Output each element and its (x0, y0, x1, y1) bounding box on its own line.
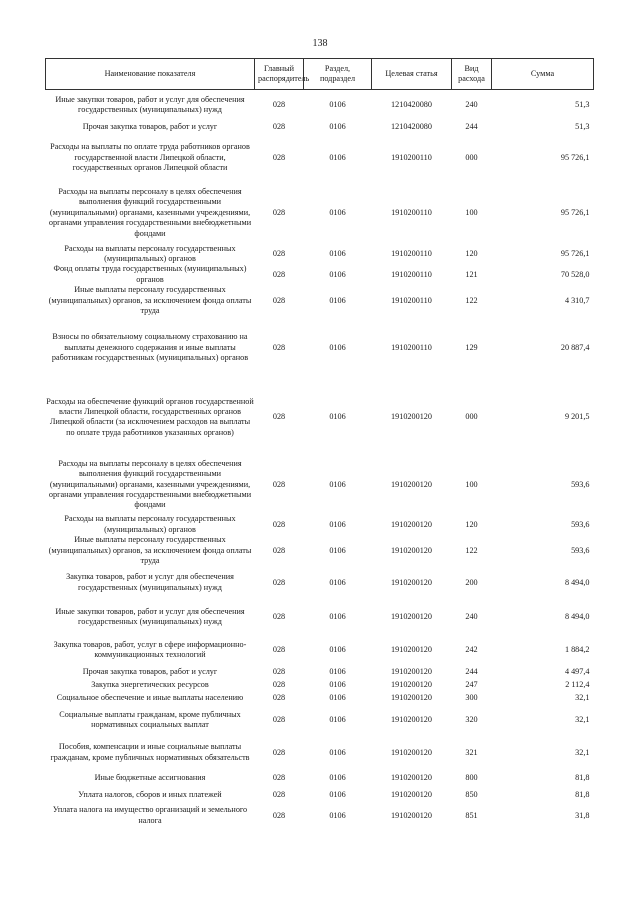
cell-name: Иные закупки товаров, работ и услуг для обеспечения государственных (муниципальных) нужд (55, 94, 245, 115)
cell-target: 1910200120 (391, 692, 432, 702)
cell-target: 1910200110 (391, 207, 432, 217)
cell-target: 1910200120 (391, 810, 432, 820)
cell-section: 0106 (329, 577, 346, 587)
cell-section: 0106 (329, 152, 346, 162)
cell-target: 1910200120 (391, 412, 432, 422)
cell-section: 0106 (329, 295, 346, 305)
cell-section: 0106 (329, 667, 346, 677)
cell-type: 244 (465, 667, 478, 677)
cell-sum: 95 726,1 (560, 207, 590, 217)
cell-name: Иные бюджетные ассигнования (94, 772, 206, 782)
table-row (46, 785, 594, 805)
table-row (46, 285, 594, 316)
cell-section: 0106 (329, 100, 346, 110)
cell-target: 1910200120 (391, 667, 432, 677)
cell-target: 1910200110 (391, 269, 432, 279)
table-row (46, 679, 594, 690)
cell-type: 320 (465, 715, 478, 725)
cell-type: 129 (465, 342, 478, 352)
cell-name: Закупка товаров, работ и услуг для обеспечения государственных (муниципальных) нужд (66, 572, 234, 592)
cell-admin: 028 (272, 667, 286, 677)
budget-table (45, 58, 594, 826)
cell-name: Фонд оплаты труда государственных (муниципальных) органов (53, 264, 247, 284)
cell-admin: 028 (272, 479, 286, 489)
cell-section: 0106 (329, 479, 346, 489)
cell-sum: 70 528,0 (560, 269, 590, 279)
cell-name: Взносы по обязательному социальному страхованию на выплаты денежного содержания и иные выплаты работникам государственных (муниципальных) органов (51, 332, 249, 363)
cell-sum: 32,1 (575, 747, 590, 757)
cell-sum: 4 310,7 (564, 295, 590, 305)
cell-section: 0106 (329, 790, 346, 800)
cell-sum: 31,8 (575, 810, 590, 820)
cell-name: Уплата налогов, сборов и иных платежей (78, 790, 222, 800)
cell-name: Расходы на обеспечение функций органов государственной власти Липецкой области, государственных органов Липецкой области (за исключением расходов на выплаты по оплате труда работников указанных органов) (46, 396, 254, 437)
cell-sum: 51,3 (575, 100, 590, 110)
cell-target: 1910200120 (391, 715, 432, 725)
cell-type: 120 (465, 519, 478, 529)
cell-name: Прочая закупка товаров, работ и услуг (82, 121, 218, 131)
cell-name: Расходы на выплаты по оплате труда работников органов государственной власти Липецкой области, государственных органов Липецкой области (50, 142, 250, 173)
table-row (46, 183, 594, 244)
cell-admin: 028 (272, 577, 286, 587)
cell-target: 1910200110 (391, 248, 432, 258)
cell-section: 0106 (329, 747, 346, 757)
cell-type: 100 (465, 207, 478, 217)
cell-type: 000 (465, 152, 478, 162)
cell-sum: 9 201,5 (564, 412, 590, 422)
cell-section: 0106 (329, 519, 346, 529)
cell-name: Расходы на выплаты персоналу в целях обеспечения выполнения функций государственными (муниципальными) органами, казенными учреждениями, органами управления государственными внебюджетными фондами (48, 458, 252, 510)
cell-admin: 028 (272, 810, 286, 820)
cell-type: 000 (465, 412, 478, 422)
table-row (46, 735, 594, 770)
cell-type: 122 (465, 295, 478, 305)
cell-section: 0106 (329, 772, 346, 782)
cell-name: Прочая закупка товаров, работ и услуг (82, 667, 218, 677)
cell-name: Расходы на выплаты персоналу государственных (муниципальных) органов (64, 514, 236, 534)
cell-admin: 028 (272, 679, 286, 689)
cell-section: 0106 (329, 692, 346, 702)
cell-name: Уплата налога на имущество организаций и земельного налога (52, 805, 248, 825)
table-row (46, 90, 594, 121)
cell-target: 1210420080 (391, 121, 432, 131)
cell-type: 100 (465, 479, 478, 489)
cell-admin: 028 (272, 207, 286, 217)
cell-admin: 028 (272, 692, 286, 702)
cell-name: Закупка энергетических ресурсов (91, 679, 209, 689)
cell-section: 0106 (329, 412, 346, 422)
cell-sum: 20 887,4 (560, 342, 590, 352)
cell-name: Расходы на выплаты персоналу государственных (муниципальных) органов (64, 243, 236, 263)
cell-target: 1910200120 (391, 645, 432, 655)
cell-admin: 028 (272, 545, 286, 555)
cell-section: 0106 (329, 207, 346, 217)
cell-admin: 028 (272, 121, 286, 131)
cell-admin: 028 (272, 152, 286, 162)
table-row (46, 805, 594, 826)
cell-sum: 8 494,0 (564, 612, 590, 622)
cell-sum: 51,3 (575, 121, 590, 131)
cell-admin: 028 (272, 248, 286, 258)
cell-target: 1910200120 (391, 479, 432, 489)
cell-sum: 32,1 (575, 715, 590, 725)
header-sum: Сумма (492, 59, 594, 90)
table-row (46, 379, 594, 455)
cell-sum: 4 497,4 (564, 667, 590, 677)
cell-admin: 028 (272, 790, 286, 800)
cell-admin: 028 (272, 519, 286, 529)
cell-admin: 028 (272, 100, 286, 110)
cell-target: 1910200110 (391, 295, 432, 305)
cell-sum: 81,8 (575, 790, 590, 800)
cell-sum: 95 726,1 (560, 248, 590, 258)
table-row (46, 316, 594, 379)
cell-section: 0106 (329, 715, 346, 725)
page-number: 138 (312, 38, 328, 49)
cell-name: Расходы на выплаты персоналу в целях обеспечения выполнения функций государственными (муниципальными) органами, казенными учреждениями, органами управления государственными внебюджетными фондами (48, 186, 252, 238)
cell-sum: 593,6 (571, 519, 590, 529)
table-row (46, 455, 594, 514)
cell-admin: 028 (272, 772, 286, 782)
cell-type: 850 (465, 790, 478, 800)
table-row (46, 514, 594, 535)
cell-sum: 81,8 (575, 772, 590, 782)
cell-target: 1910200120 (391, 772, 432, 782)
table-row (46, 121, 594, 134)
cell-type: 800 (465, 772, 478, 782)
cell-admin: 028 (272, 412, 286, 422)
cell-section: 0106 (329, 342, 346, 352)
cell-admin: 028 (272, 295, 286, 305)
cell-section: 0106 (329, 545, 346, 555)
header-type: Вид расхода (452, 59, 492, 90)
cell-type: 321 (465, 747, 478, 757)
cell-name: Социальное обеспечение и иные выплаты населению (56, 692, 244, 702)
cell-target: 1210420080 (391, 100, 432, 110)
header-target: Целевая статья (372, 59, 452, 90)
table-row (46, 599, 594, 635)
cell-type: 851 (465, 810, 478, 820)
cell-name: Иные закупки товаров, работ и услуг для обеспечения государственных (муниципальных) нужд (55, 606, 245, 627)
cell-name: Иные выплаты персоналу государственных (муниципальных) органов, за исключением фонда оплаты труда (48, 285, 252, 315)
cell-type: 120 (465, 248, 478, 258)
table-row (46, 665, 594, 679)
cell-target: 1910200120 (391, 612, 432, 622)
cell-target: 1910200110 (391, 152, 432, 162)
table-row (46, 705, 594, 735)
header-section: Раздел, подраздел (304, 59, 372, 90)
table-row (46, 690, 594, 705)
table-row (46, 566, 594, 599)
table-row (46, 535, 594, 566)
cell-admin: 028 (272, 269, 286, 279)
table-row (46, 244, 594, 265)
cell-sum: 1 884,2 (564, 645, 590, 655)
cell-section: 0106 (329, 612, 346, 622)
cell-type: 200 (465, 577, 478, 587)
cell-type: 244 (465, 121, 478, 131)
cell-sum: 32,1 (575, 692, 590, 702)
table-body (46, 90, 594, 827)
cell-name: Иные выплаты персоналу государственных (муниципальных) органов, за исключением фонда оплаты труда (48, 535, 252, 565)
cell-section: 0106 (329, 121, 346, 131)
cell-type: 240 (465, 612, 478, 622)
cell-type: 240 (465, 100, 478, 110)
cell-section: 0106 (329, 269, 346, 279)
cell-target: 1910200120 (391, 790, 432, 800)
cell-target: 1910200120 (391, 519, 432, 529)
cell-section: 0106 (329, 810, 346, 820)
cell-target: 1910200120 (391, 679, 432, 689)
cell-name: Пособия, компенсации и иные социальные выплаты гражданам, кроме публичных нормативных обязательств (50, 742, 250, 762)
cell-target: 1910200120 (391, 577, 432, 587)
cell-admin: 028 (272, 342, 286, 352)
cell-section: 0106 (329, 645, 346, 655)
header-name: Наименование показателя (46, 59, 255, 90)
table-header (46, 59, 594, 90)
cell-type: 242 (465, 645, 478, 655)
header-admin: Главный распорядитель (255, 59, 304, 90)
table-row (46, 134, 594, 183)
cell-section: 0106 (329, 248, 346, 258)
cell-sum: 95 726,1 (560, 152, 590, 162)
cell-type: 300 (465, 692, 478, 702)
cell-target: 1910200120 (391, 545, 432, 555)
table-row (46, 770, 594, 785)
cell-target: 1910200110 (391, 342, 432, 352)
cell-sum: 2 112,4 (565, 679, 590, 689)
cell-type: 247 (465, 679, 478, 689)
cell-sum: 8 494,0 (564, 577, 590, 587)
cell-name: Закупка товаров, работ, услуг в сфере информационно-коммуникационных технологий (53, 639, 247, 660)
table-row (46, 635, 594, 665)
cell-admin: 028 (272, 645, 286, 655)
table-row (46, 264, 594, 285)
cell-admin: 028 (272, 747, 286, 757)
cell-admin: 028 (272, 715, 286, 725)
cell-target: 1910200120 (391, 747, 432, 757)
cell-section: 0106 (329, 679, 346, 689)
cell-sum: 593,6 (571, 479, 590, 489)
cell-name: Социальные выплаты гражданам, кроме публичных нормативных социальных выплат (59, 709, 241, 730)
cell-sum: 593,6 (571, 545, 590, 555)
cell-type: 121 (465, 269, 478, 279)
cell-type: 122 (465, 545, 478, 555)
cell-admin: 028 (272, 612, 286, 622)
